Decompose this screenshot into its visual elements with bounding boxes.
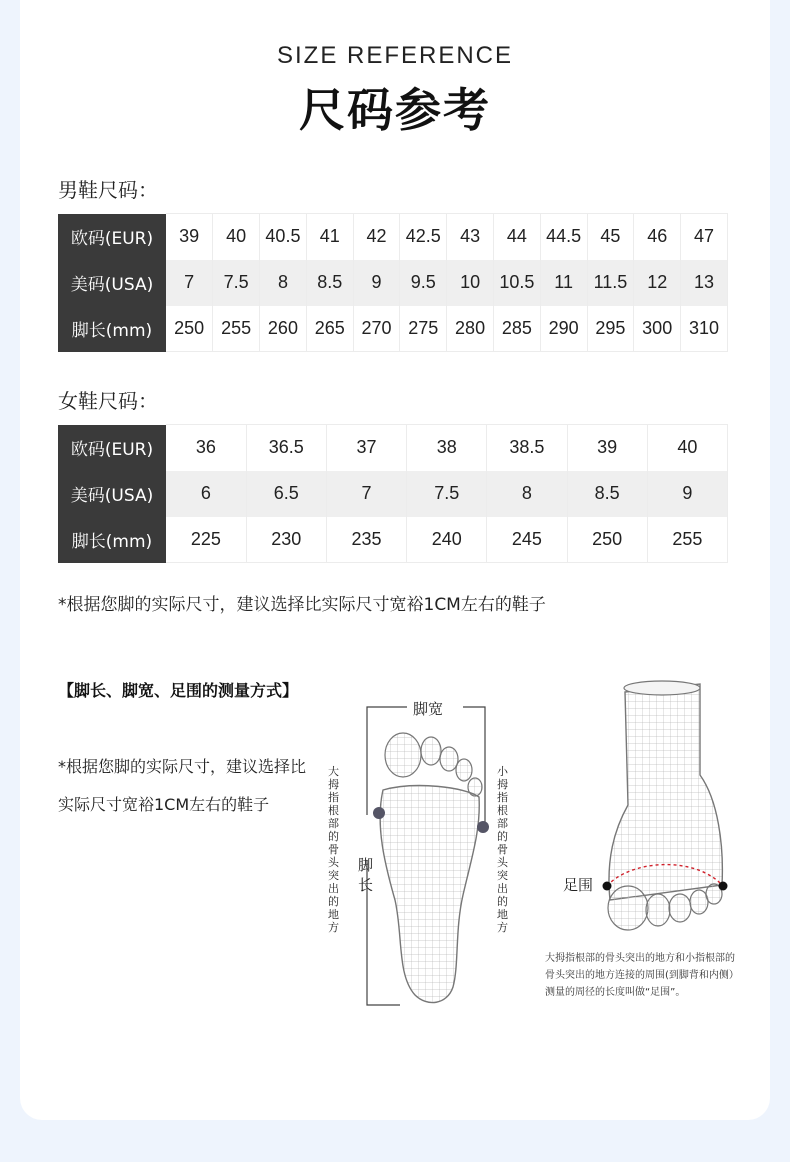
row-header: 脚长(mm) [58,517,166,563]
men-eur-cell: 44.5 [540,214,587,260]
women-eur-cell: 36 [166,425,246,471]
men-usa-cell: 12 [634,260,681,306]
women-eur-cell: 40 [647,425,727,471]
women-usa-cell: 6 [166,471,246,517]
men-usa-cell: 8 [260,260,307,306]
men-mm-cell: 295 [587,306,634,352]
men-usa-cell: 9.5 [400,260,447,306]
measurement-advice-note: *根据您脚的实际尺寸，建议选择比实际尺寸宽裕1CM左右的鞋子 [58,757,307,814]
men-mm-cell: 280 [447,306,494,352]
men-mm-cell: 310 [681,306,728,352]
men-usa-cell: 9 [353,260,400,306]
row-header: 欧码(EUR) [58,425,166,471]
women-eur-cell: 39 [567,425,647,471]
foot-length-label: 脚长 [358,856,374,894]
men-eur-cell: 40 [213,214,260,260]
women-usa-cell: 7 [326,471,406,517]
men-mm-cell: 275 [400,306,447,352]
men-eur-cell: 46 [634,214,681,260]
row-header: 美码(USA) [58,471,166,517]
men-mm-cell: 290 [540,306,587,352]
men-usa-cell: 13 [681,260,728,306]
men-mm-cell: 300 [634,306,681,352]
women-usa-cell: 8.5 [567,471,647,517]
men-eur-cell: 41 [306,214,353,260]
women-mm-cell: 255 [647,517,727,563]
small-toe-label: 小拇指根部的骨头突出的地方 [497,765,508,934]
page-title: 尺码参考 [299,83,491,137]
women-usa-cell: 8 [487,471,567,517]
small-toe-joint-marker [477,821,489,833]
men-mm-cell: 255 [213,306,260,352]
men-size-table [58,213,728,352]
women-mm-cell: 225 [166,517,246,563]
women-eur-cell: 38 [407,425,487,471]
women-mm-cell: 230 [246,517,326,563]
men-mm-cell: 285 [493,306,540,352]
foot-girth-caption: 大拇指根部的骨头突出的地方和小指根部的骨头突出的地方连接的周围(到脚背和内侧）测量的周径的长度叫做“足围”。 [545,953,735,998]
foot-width-label: 脚宽 [410,698,446,719]
men-eur-row [58,214,728,260]
women-usa-cell: 7.5 [407,471,487,517]
row-header: 美码(USA) [58,260,166,306]
women-mm-row [58,517,728,563]
men-usa-cell: 11.5 [587,260,634,306]
big-toe-label: 大拇指根部的骨头突出的地方 [328,765,339,934]
women-mm-cell: 235 [326,517,406,563]
women-usa-cell: 9 [647,471,727,517]
men-eur-cell: 45 [587,214,634,260]
men-mm-cell: 270 [353,306,400,352]
women-mm-cell: 250 [567,517,647,563]
men-eur-cell: 40.5 [260,214,307,260]
women-eur-cell: 37 [326,425,406,471]
women-mm-cell: 245 [487,517,567,563]
foot-girth-label: 足围 [560,874,596,895]
big-toe-joint-marker [373,807,385,819]
women-eur-cell: 36.5 [246,425,326,471]
men-usa-cell: 11 [540,260,587,306]
men-eur-cell: 44 [493,214,540,260]
page-subtitle: SIZE REFERENCE [276,42,514,69]
men-mm-cell: 265 [306,306,353,352]
men-mm-row [58,306,728,352]
men-usa-cell: 7 [166,260,213,306]
men-mm-cell: 260 [260,306,307,352]
men-mm-cell: 250 [166,306,213,352]
women-size-label: 女鞋尺码： [58,389,158,413]
row-header: 欧码(EUR) [58,214,166,260]
size-advice-note: *根据您脚的实际尺寸，建议选择比实际尺寸宽裕1CM左右的鞋子 [58,595,546,615]
women-eur-row [58,425,728,471]
men-eur-cell: 43 [447,214,494,260]
men-eur-cell: 39 [166,214,213,260]
girth-right-marker [719,882,728,891]
women-usa-row [58,471,728,517]
men-usa-cell: 10 [447,260,494,306]
foot-sole-illustration [355,695,495,1015]
women-eur-cell: 38.5 [487,425,567,471]
men-eur-cell: 47 [681,214,728,260]
women-mm-cell: 240 [407,517,487,563]
men-eur-cell: 42.5 [400,214,447,260]
men-usa-cell: 8.5 [306,260,353,306]
girth-left-marker [603,882,612,891]
row-header: 脚长(mm) [58,306,166,352]
men-eur-cell: 42 [353,214,400,260]
men-usa-row [58,260,728,306]
men-usa-cell: 7.5 [213,260,260,306]
measurement-method-title: 【脚长、脚宽、足围的测量方式】 [58,681,299,700]
men-usa-cell: 10.5 [493,260,540,306]
foot-girth-illustration [600,680,730,945]
women-usa-cell: 6.5 [246,471,326,517]
men-size-label: 男鞋尺码： [58,178,158,202]
women-size-table [58,424,728,563]
